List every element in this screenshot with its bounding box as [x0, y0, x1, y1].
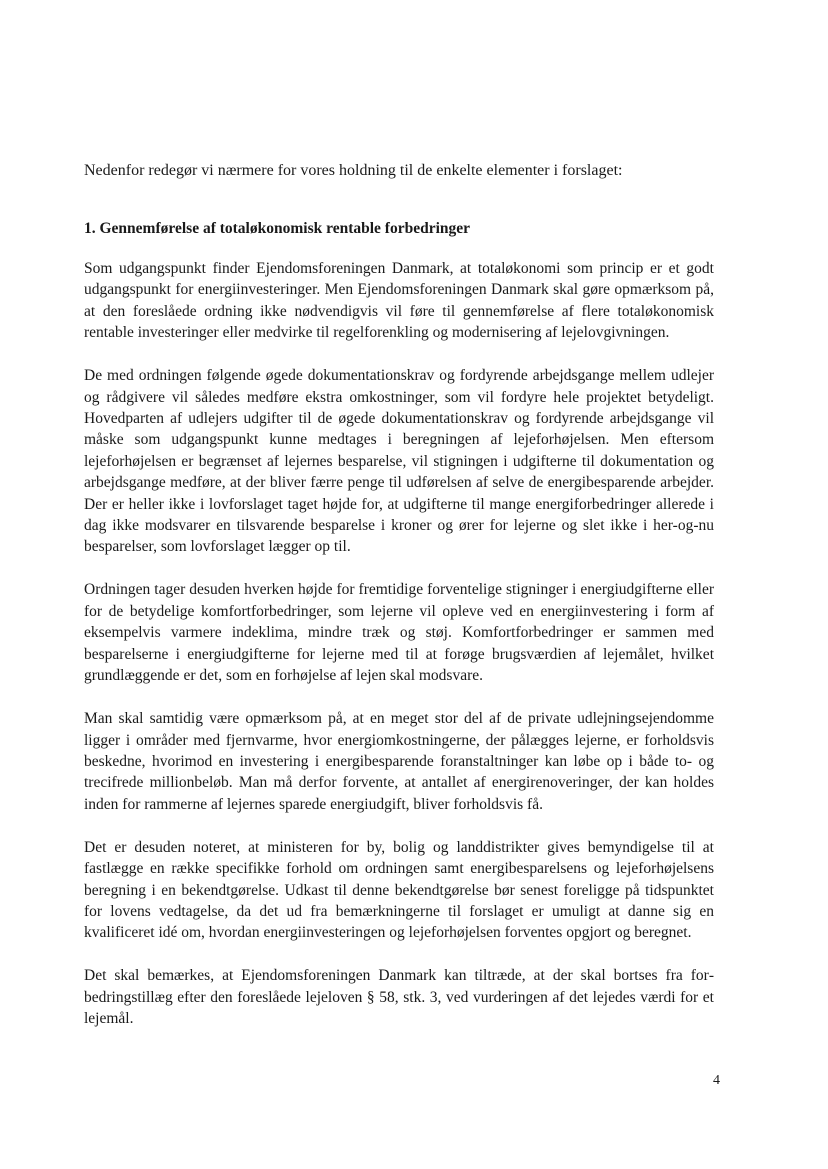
- paragraph: Det skal bemærkes, at Ejendomsforeningen Danmark kan tiltræde, at der skal bortses fra forbedringstillæg efter den foreslåede lejeloven § 58, stk. 3, ved vurderingen af det lejedes værdi for et lejemål.: [84, 967, 714, 1028]
- section-body: [84, 258, 714, 1051]
- section-heading: 1. Gennemførelse af totaløkonomisk rentable forbedringer: [84, 220, 471, 237]
- paragraph: Det er desuden noteret, at ministeren for by, bolig og landdistrikter gives bemyndigelse til at fastlægge en række specifikke forhold om ordningen samt energibesparelsens og lejeforhøjelsens beregning i en bekendtgørelse. Udkast til denne bekendtgørelse bør senest foreligge på tidspunktet for lovens vedtagelse, da det ud fra bemærkningerne til forslaget er umuligt at danne sig en kvalificeret idé om, hvordan energiinvesteringen og lejeforhøjelsen forventes opgjort og beregnet.: [84, 838, 714, 942]
- page-number: 4: [713, 1073, 720, 1088]
- intro-sentence: Nedenfor redegør vi nærmere for vores holdning til de enkelte elementer i forslaget:: [84, 162, 623, 179]
- paragraph: De med ordningen følgende øgede dokumentationskrav og fordyrende arbejdsgange mellem udlejer og rådgivere vil således medføre ekstra omkostninger, som vil fordyre hele projektet betydeligt. Hovedparten af udlejers udgifter til de øgede dokumentationskrav og fordyrende arbejdsgange vil måske som udgangspunkt kunne medtages i beregningen af lejeforhøjelsen. Men eftersom lejeforhøjelsen er begrænset af lejernes besparelse, vil stigningen i udgifterne til dokumentation og arbejdsgange medføre, at der bliver færre penge til udførelsen af selve de energibesparende arbejder. Der er heller ikke i lovforslaget taget højde for, at udgifterne til mange energiforbedringer allerede i dag ikke modsvarer en tilsvarende besparelse i kroner og ører for lejerne og slet ikke i her-og-nu besparelser, som lovforslaget lægger op til.: [84, 367, 714, 556]
- paragraph: Ordningen tager desuden hverken højde for fremtidige forventelige stigninger i energiudgifterne eller for de betydelige komfortforbedringer, som lejerne vil opleve ved en energiinvestering i form af eksempelvis varmere indeklima, mindre træk og støj. Komfortforbedringer er sammen med besparelserne i energiudgifterne for lejerne med til at forøge brugsværdien af lejemålet, hvilket grundlæggende er det, som en forhøjelse af lejen skal modsvare.: [84, 581, 714, 685]
- paragraph: Man skal samtidig være opmærksom på, at en meget stor del af de private udlejningsejendomme ligger i områder med fjernvarme, hvor energiomkostningerne, der pålægges lejerne, er forholdsvis beskedne, hvorimod en investering i energibesparende foranstaltninger kan løbe op i både to- og trecifrede millionbeløb. Man må derfor forvente, at antallet af energirenoveringer, der kan holdes inden for rammerne af lejernes sparede energiudgift, bliver forholdsvis få.: [84, 710, 714, 813]
- paragraph: Som udgangspunkt finder Ejendomsforeningen Danmark, at totaløkonomi som princip er et godt udgangspunkt for energiinvesteringer. Men Ejendomsforeningen Danmark skal gøre opmærksom på, at den foreslåede ordning ikke nødvendigvis vil føre til gennemførelse af flere totaløkonomisk rentable investeringer eller medvirke til regelforenkling og modernisering af lejelovgivningen.: [84, 260, 714, 342]
